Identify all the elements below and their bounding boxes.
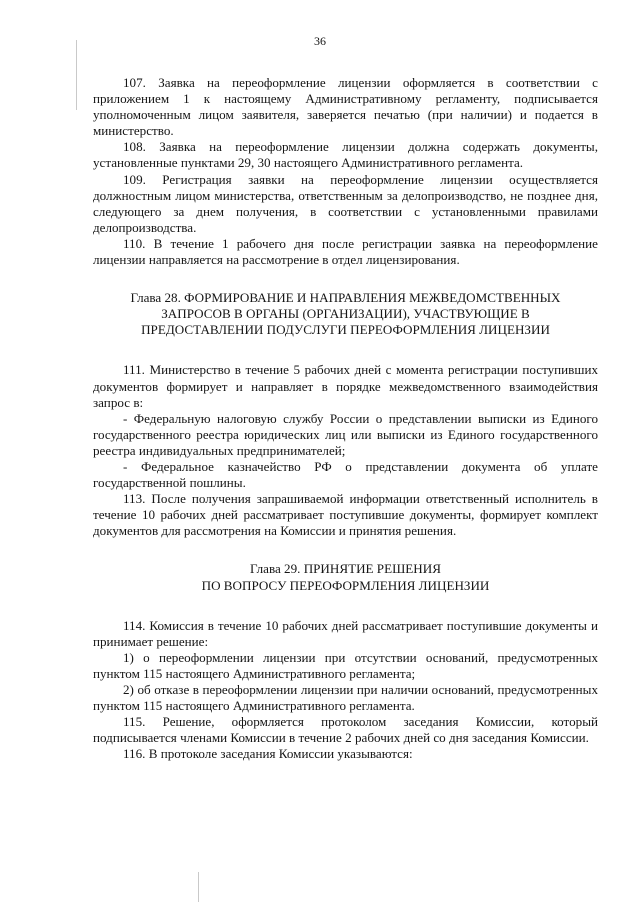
scan-margin-mark — [198, 872, 199, 902]
chapter-heading — [93, 561, 598, 593]
paragraph: 111. Министерство в течение 5 рабочих дней с момента регистрации поступивших документов формирует и направляет в порядке межведомственного взаимодействия запрос в: — [93, 362, 598, 410]
paragraph: 109. Регистрация заявки на переоформление лицензии осуществляется должностным лицом министерства, ответственным за делопроизводство, не позднее дня, следующего за днем получения, в соответствии с установленными правилами делопроизводства. — [93, 171, 598, 235]
paragraph: 2) об отказе в переоформлении лицензии при наличии оснований, предусмотренных пунктом 115 настоящего Административного регламента. — [93, 682, 598, 714]
chapter-heading-line: ПО ВОПРОСУ ПЕРЕОФОРМЛЕНИЯ ЛИЦЕНЗИИ — [201, 577, 490, 593]
paragraph: 108. Заявка на переоформление лицензии должна содержать документы, установленные пунктами 29, 30 настоящего Административного регламента. — [93, 139, 598, 171]
chapter-heading — [93, 290, 598, 338]
paragraph: 113. После получения запрашиваемой информации ответственный исполнитель в течение 10 рабочих дней рассматривает поступившие документы, формирует комплект документов для рассмотрения на Комиссии и принятия решения. — [93, 491, 598, 539]
chapter-heading-line: ПРЕДОСТАВЛЕНИИ ПОДУСЛУГИ ПЕРЕОФОРМЛЕНИЯ ЛИЦЕНЗИИ — [141, 322, 550, 338]
chapter-heading-line: ЗАПРОСОВ В ОРГАНЫ (ОРГАНИЗАЦИИ), УЧАСТВУЮЩИЕ В — [161, 306, 530, 322]
document-body — [93, 75, 598, 762]
chapter-heading-line: Глава 28. ФОРМИРОВАНИЕ И НАПРАВЛЕНИЯ МЕЖВЕДОМСТВЕННЫХ — [130, 290, 561, 306]
page-number: 36 — [314, 34, 326, 48]
scan-margin-mark — [76, 40, 77, 110]
paragraph: 115. Решение, оформляется протоколом заседания Комиссии, который подписывается членами Комиссии в течение 2 рабочих дней со дня заседания Комиссии. — [93, 714, 598, 746]
paragraph: 107. Заявка на переоформление лицензии оформляется в соответствии с приложением 1 к настоящему Административному регламенту, подписывается уполномоченным лицом заявителя, заверяется печатью (при наличии) и подается в министерство. — [93, 75, 598, 139]
paragraph: 114. Комиссия в течение 10 рабочих дней рассматривает поступившие документы и принимает решение: — [93, 617, 598, 649]
chapter-heading-line: Глава 29. ПРИНЯТИЕ РЕШЕНИЯ — [250, 561, 441, 577]
paragraph: 116. В протоколе заседания Комиссии указываются: — [123, 746, 413, 762]
paragraph: 1) о переоформлении лицензии при отсутствии оснований, предусмотренных пунктом 115 настоящего Административного регламента; — [93, 649, 598, 681]
paragraph: - Федеральное казначейство РФ о представлении документа об уплате государственной пошлины. — [93, 458, 598, 491]
paragraph: - Федеральную налоговую службу России о представлении выписки из Единого государственного реестра юридических лиц или выписки из Единого государственного реестра индивидуальных предпринимателей; — [93, 410, 598, 458]
paragraph: 110. В течение 1 рабочего дня после регистрации заявка на переоформление лицензии направляется на рассмотрение в отдел лицензирования. — [93, 235, 598, 268]
